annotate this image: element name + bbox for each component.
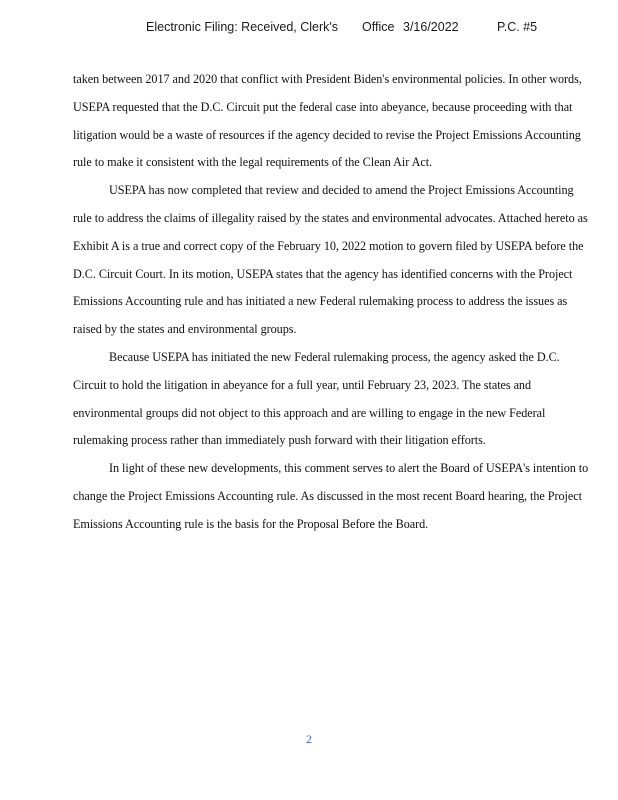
filing-header bbox=[0, 20, 618, 38]
pc-number: P.C. #5 bbox=[497, 20, 538, 34]
filing-label: Electronic Filing: Received, Clerk's bbox=[146, 20, 339, 34]
paragraph-continuation: taken between 2017 and 2020 that conflict with President Biden's environmental policies. In other words, USEPA requested that the D.C. Circuit put the federal case into abeyance, because proceeding with that litigation would be a waste of resources if the agency decided to revise the Project Emissions Accounting rule to make it consistent with the legal requirements of the Clean Air Act. bbox=[73, 72, 582, 170]
paragraph-review-completed: USEPA has now completed that review and decided to amend the Project Emissions Accounting rule to address the claims of illegality raised by the states and environmental advocates. Attached hereto as Exhibit A is a true and correct copy of the February 10, 2022 motion to govern filed by USEPA before the D.C. Circuit Court. In its motion, USEPA states that the agency has identified concerns with the Project Emissions Accounting rule and has initiated a new Federal rulemaking process to address the issues as raised by the states and environmental groups. bbox=[73, 183, 588, 337]
page-number: 2 bbox=[306, 732, 312, 746]
paragraph-conclusion: In light of these new developments, this comment serves to alert the Board of USEPA's intention to change the Project Emissions Accounting rule. As discussed in the most recent Board hearing, the Project Emissions Accounting rule is the basis for the Proposal Before the Board. bbox=[73, 461, 589, 531]
filing-date: 3/16/2022 bbox=[403, 20, 459, 34]
office-label: Office bbox=[362, 20, 395, 34]
paragraph-abeyance: Because USEPA has initiated the new Federal rulemaking process, the agency asked the D.C. Circuit to hold the litigation in abeyance for a full year, until February 23, 2023. The states and environmental groups did not object to this approach and are willing to engage in the new Federal rulemaking process rather than immediately push forward with their litigation efforts. bbox=[73, 349, 560, 448]
document-body bbox=[73, 66, 593, 539]
